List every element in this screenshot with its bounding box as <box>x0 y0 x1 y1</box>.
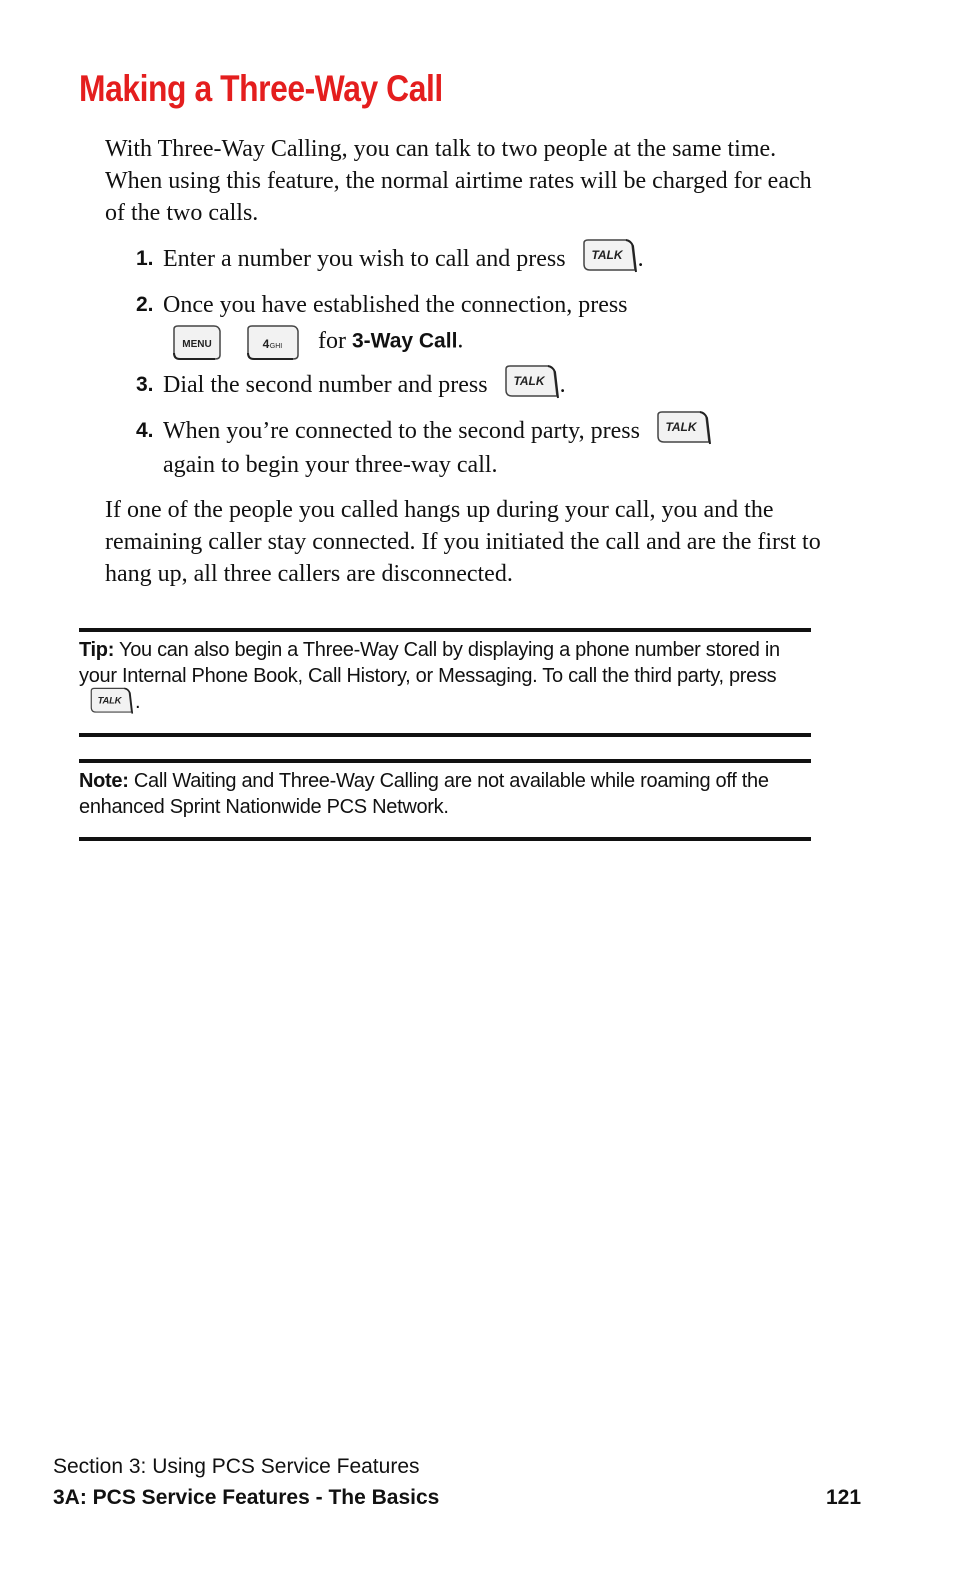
step-number: 3. <box>136 373 154 396</box>
step-text-a: When you’re connected to the second party, press <box>163 418 640 444</box>
outro-paragraph: If one of the people you called hangs up during your call, you and the remaining caller stay connected. If you initiated the call and are the first to hang up, all three callers are disconnected. <box>105 497 821 587</box>
step-4 <box>136 415 836 481</box>
note-bottom-rule <box>79 837 811 841</box>
step-number: 4. <box>136 419 154 442</box>
tip-box <box>79 637 819 716</box>
svg-text:4: 4 <box>262 337 270 351</box>
step-number: 1. <box>136 247 154 270</box>
step-text-a: Dial the second number and press <box>163 372 488 398</box>
svg-text:TALK: TALK <box>591 248 623 263</box>
step-text-b: again to begin your three-way call. <box>163 452 498 478</box>
svg-text:GHI: GHI <box>269 343 283 350</box>
step-text <box>163 243 823 275</box>
talk-key-icon <box>87 686 135 716</box>
talk-key-icon <box>654 409 712 447</box>
step-2 <box>136 289 836 359</box>
four-ghi-key-icon <box>244 323 302 361</box>
step-number: 2. <box>136 293 154 316</box>
step-text-b: for <box>318 327 346 354</box>
tip-bottom-rule <box>79 733 811 737</box>
tip-top-rule <box>79 628 811 632</box>
footer-section: Section 3: Using PCS Service Features <box>53 1455 420 1478</box>
note-label: Note: <box>79 770 129 792</box>
note-text: Call Waiting and Three-Way Calling are not available while roaming off the enhanced Sprint Nationwide PCS Network. <box>79 770 769 818</box>
footer-chapter: 3A: PCS Service Features - The Basics <box>53 1486 440 1509</box>
note-box <box>79 768 819 820</box>
svg-text:TALK: TALK <box>665 420 697 435</box>
talk-key-icon <box>502 363 560 401</box>
note-top-rule <box>79 759 811 763</box>
tip-label: Tip: <box>79 639 115 661</box>
step-text <box>163 415 823 447</box>
tip-text: You can also begin a Three-Way Call by displaying a phone number stored in your Internal Phone Book, Call History, or Messaging. To call the third party, press <box>79 639 780 687</box>
page-number: 121 <box>826 1486 862 1509</box>
step-text-a: Once you have established the connection, press <box>163 292 628 318</box>
svg-text:MENU: MENU <box>182 339 212 350</box>
intro-paragraph: With Three-Way Calling, you can talk to two people at the same time. When using this feature, the normal airtime rates will be charged for each of the two calls. <box>105 136 812 226</box>
step-text-b: . <box>637 246 644 272</box>
menu-option-label: 3-Way Call <box>351 329 458 353</box>
step-text-b: . <box>559 372 566 398</box>
talk-key-icon <box>580 237 638 275</box>
step-text <box>163 289 823 321</box>
step-text-c: . <box>457 327 464 354</box>
menu-key-icon <box>170 323 224 361</box>
page-title: Making a Three-Way Call <box>79 68 443 109</box>
tip-end: . <box>135 691 141 713</box>
step-2-keys-line <box>170 323 463 361</box>
step-text-a: Enter a number you wish to call and press <box>163 246 566 272</box>
step-text <box>163 369 823 401</box>
svg-text:TALK: TALK <box>513 374 545 389</box>
svg-text:TALK: TALK <box>97 695 122 707</box>
